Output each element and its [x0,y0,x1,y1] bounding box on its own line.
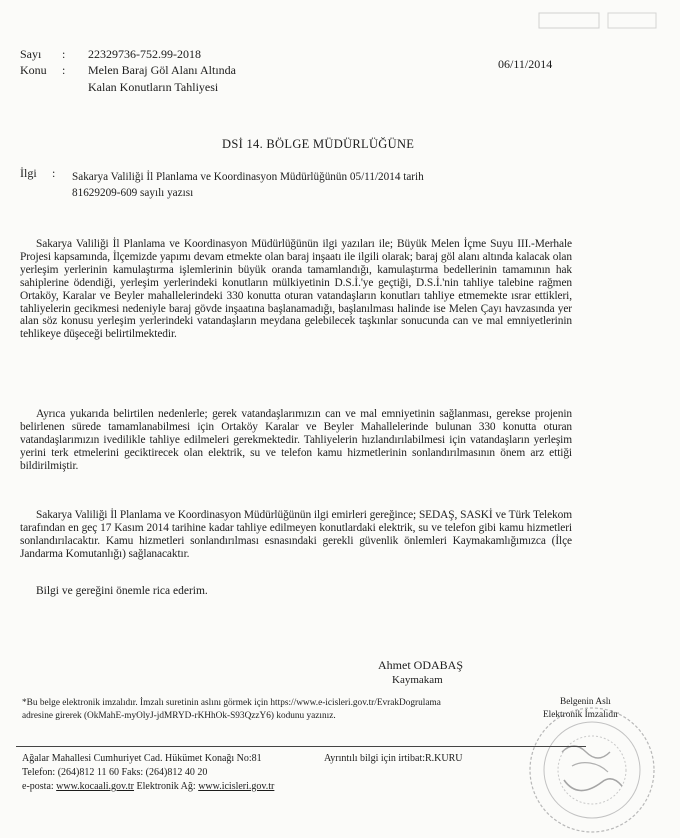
network-link[interactable]: www.icisleri.gov.tr [198,781,275,792]
fax-label: Faks: [121,767,144,778]
web-link[interactable]: www.kocaali.gov.tr [56,781,135,792]
konu-line-1: Melen Baraj Göl Alanı Altında [88,63,236,77]
konu-label: Konu [20,63,47,77]
signer-name: Ahmet ODABAŞ [378,658,464,672]
sayi-value: 22329736-752.99-2018 [88,47,201,61]
sayi-colon: : [62,47,66,61]
ilgi-line-1: Sakarya Valiliği İl Planlama ve Koordinasyon Müdürlüğünün 05/11/2014 tarih [72,171,424,183]
fax-value: (264)812 40 20 [145,767,208,778]
footer-contact-info: Ayrıntılı bilgi için irtibat:R.KURU [324,753,463,764]
network-label: Elektronik Ağ: [136,781,196,792]
faint-stamp-top [538,10,658,32]
body-paragraph-2: Ayrıca yukarıda belirtilen nedenlerle; gerek vatandaşlarımızın can ve mal emniyetinin sağlanması, gerekse projenin belirlenen sürede tamamlanabilmesi için Ortaköy Karalar ve Beyler Mahallelerinde bulunan 330 konutta oturan vatandaşlarımızın ivedilikle tahliye edilmeleri gerekmektedir. Tahliyelerin hızlandırılabilmesi için vatandaşların yerleşim yerini terk etmelerini geciktirecek olan elektrik, su ve telefon kamu hizmetlerinin sonlandırılmasının önem arz ettiği bildirilmiştir. [20,408,572,472]
konu-colon: : [62,63,66,77]
ilgi-label: İlgi [20,166,37,180]
footer-address: Ağalar Mahallesi Cumhuriyet Cad. Hükümet Konağı No:81 [22,753,262,764]
footer-divider [16,746,586,747]
document-date: 06/11/2014 [498,57,553,71]
stamp-text-2: Elektronik İmzalıdır [543,710,619,720]
ilgi-colon: : [52,166,56,180]
recipient-heading: DSİ 14. BÖLGE MÜDÜRLÜĞÜNE [222,137,415,151]
phone-value: (264)812 11 60 [57,767,119,778]
ilgi-line-2: 81629209-609 sayılı yazısı [72,187,194,199]
phone-label: Telefon: [22,767,56,778]
e-signature-note-line-1: *Bu belge elektronik imzalıdır. İmzalı suretinin aslını görmek için https://www.e-icisleri.gov.tr/EvrakDogrulama [22,698,441,708]
footer-phone-line [22,766,207,779]
stamp-text-1: Belgenin Aslı [560,697,611,707]
body-paragraph-1: Sakarya Valiliği İl Planlama ve Koordinasyon Müdürlüğünün ilgi yazıları ile; Büyük Melen İçme Suyu III.-Merhale Projesi kapsamında, İlçemizde yapımı devam etmekte olan baraj inşaatı ile ilgili olarak; baraj göl alanı altında kalacak olan yerleşim yerlerinin kamulaştırma işlemlerinin büyük oranda tamamlandığı, kamulaştırma bedellerinin tamamının hak sahiplerine ödendiği, yerleşim yerlerindeki konutların mülkiyetinin D.S.İ.'ye geçtiği, D.S.İ.'nin tahliye talebine rağmen Ortaköy, Karalar ve Beyler mahallelerindeki 330 konutta oturan vatandaşların konutları tahliye etmemekte ısrar ettikleri, tahliyelerin gecikmesi nedeniyle baraj gövde inşaatına başlanamadığı, başlanılması halinde ise Melen Çayı havzasında yer alan söz konusu yerleşim yerlerindeki vatandaşların meydana gelebilecek taşkınlar sonucunda can ve mal emniyetlerinin tehlikeye düşeceği belirtilmektedir. [20,238,572,341]
eposta-label: e-posta: [22,781,54,792]
footer-web-line [22,780,274,793]
signer-title: Kaymakam [392,674,443,686]
e-signature-note-line-2: adresine girerek (OkMahE-myOlyJ-jdMRYD-rKHhOk-S93QzzY6) kodunu yazınız. [22,711,336,721]
closing-sentence: Bilgi ve gereğini önemle rica ederim. [36,585,208,597]
konu-line-2: Kalan Konutların Tahliyesi [88,80,219,94]
body-paragraph-3: Sakarya Valiliği İl Planlama ve Koordinasyon Müdürlüğünün ilgi emirleri gereğince; SEDAŞ, SASKİ ve Türk Telekom tarafından en geç 17 Kasım 2014 tarihine kadar tahliye edilmeyen konutlardaki elektrik, su ve telefon gibi kamu hizmetleri sonlandırılacaktır. Kamu hizmetleri sonlandırılması esnasındaki gerekli güvenlik önlemleri Kaymakamlığımızca (İlçe Jandarma Komutanlığı) sağlanacaktır. [20,509,572,560]
sayi-label: Sayı [20,47,42,61]
